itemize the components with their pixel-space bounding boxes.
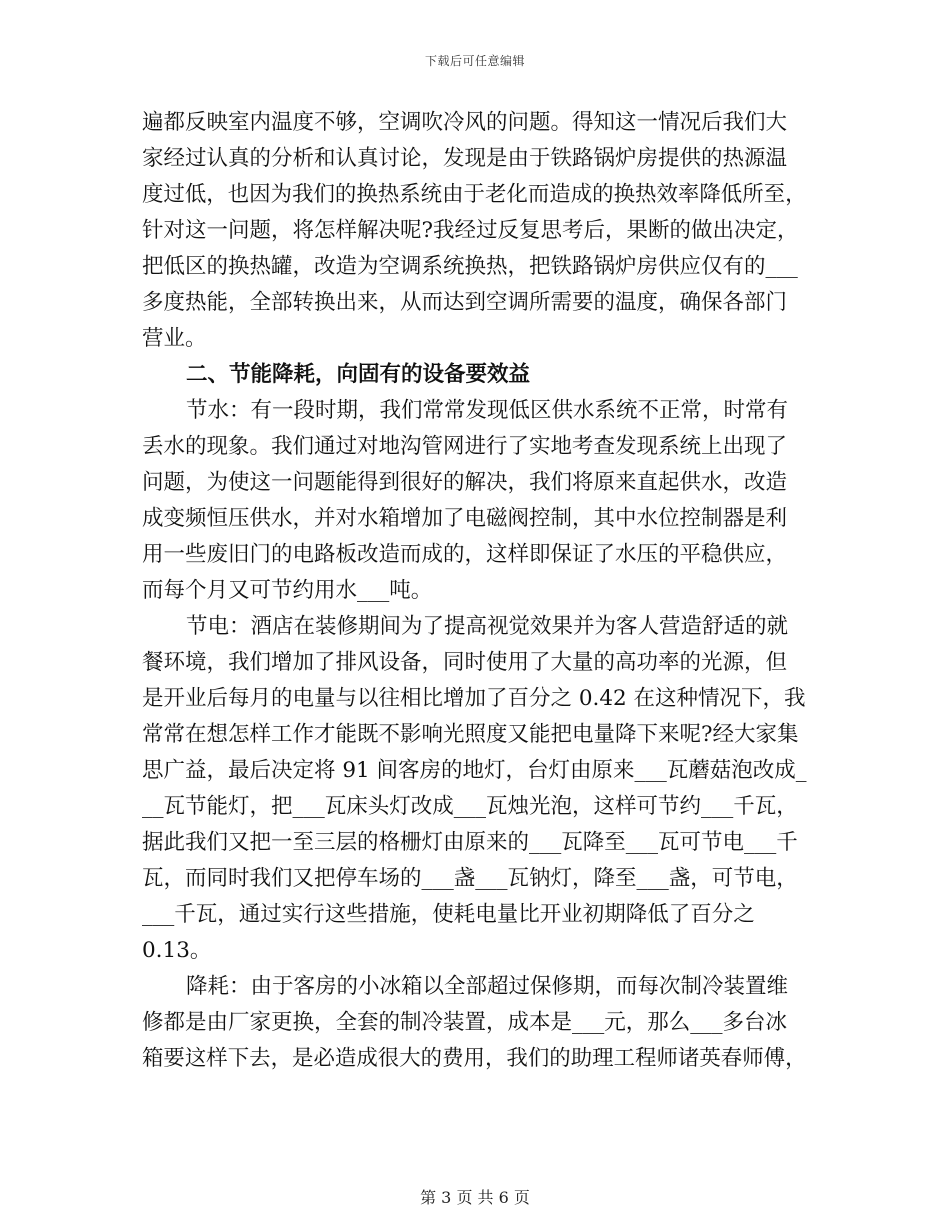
text-line: 思广益，最后决定将 91 间客房的地灯，台灯由原来___瓦蘑菇泡改成_ — [142, 758, 807, 783]
text-line: 把低区的换热罐，改造为空调系统换热，把铁路锅炉房供应仅有的___ — [142, 254, 798, 279]
text-line: 箱要这样下去，是必造成很大的费用，我们的助理工程师诸英春师傅， — [142, 1046, 807, 1071]
text-line: 常常在想怎样工作才能既不影响光照度又能把电量降下来呢?经大家集 — [142, 722, 799, 747]
text-line: 餐环境，我们增加了排风设备，同时使用了大量的高功率的光源，但 — [142, 650, 788, 675]
text-line: 而每个月又可节约用水___吨。 — [142, 578, 433, 603]
text-line: 营业。 — [142, 326, 207, 351]
text-line: 问题，为使这一问题能得到很好的解决，我们将原来直起供水，改造 — [142, 470, 788, 495]
text-line: 是开业后每月的电量与以往相比增加了百分之 0.42 在这种情况下，我 — [142, 686, 806, 711]
text-line: 节水：有一段时期，我们常常发现低区供水系统不正常，时常有 — [186, 398, 789, 423]
text-line: 家经过认真的分析和认真讨论，发现是由于铁路锅炉房提供的热源温 — [142, 146, 788, 171]
text-line: 降耗：由于客房的小冰箱以全部超过保修期，而每次制冷装置维 — [186, 974, 789, 999]
text-line: 据此我们又把一至三层的格栅灯由原来的___瓦降至___瓦可节电___千 — [142, 830, 798, 855]
page-footer: 第 3 页 共 6 页 — [420, 1188, 530, 1207]
text-line: 节电：酒店在装修期间为了提高视觉效果并为客人营造舒适的就 — [186, 614, 789, 639]
text-line: 针对这一问题，将怎样解决呢?我经过反复思考后，果断的做出决定， — [142, 218, 799, 243]
document-body — [142, 105, 807, 1077]
text-line: 多度热能，全部转换出来，从而达到空调所需要的温度，确保各部门 — [142, 290, 788, 315]
text-line: 0.13。 — [142, 938, 212, 963]
text-line: 用一些废旧门的电路板改造而成的，这样即保证了水压的平稳供应， — [142, 542, 788, 567]
text-line: 修都是由厂家更换，全套的制冷装置，成本是___元，那么___多台冰 — [142, 1010, 788, 1035]
text-line: ___千瓦，通过实行这些措施，使耗电量比开业初期降低了百分之 — [142, 902, 755, 927]
text-line: __瓦节能灯，把___瓦床头灯改成___瓦烛光泡，这样可节约___千瓦， — [142, 794, 798, 819]
text-line: 成变频恒压供水，并对水箱增加了电磁阀控制，其中水位控制器是利 — [142, 506, 788, 531]
text-line: 丢水的现象。我们通过对地沟管网进行了实地考查发现系统上出现了 — [142, 434, 788, 459]
section-heading: 二、节能降耗，向固有的设备要效益 — [186, 362, 531, 387]
text-line: 遍都反映室内温度不够，空调吹冷风的问题。得知这一情况后我们大 — [142, 110, 788, 135]
text-line: 瓦，而同时我们又把停车场的___盏___瓦钠灯，降至___盏，可节电， — [142, 866, 798, 891]
text-line: 度过低，也因为我们的换热系统由于老化而造成的换热效率降低所至， — [142, 182, 807, 207]
page-header: 下载后可任意编辑 — [424, 54, 525, 68]
